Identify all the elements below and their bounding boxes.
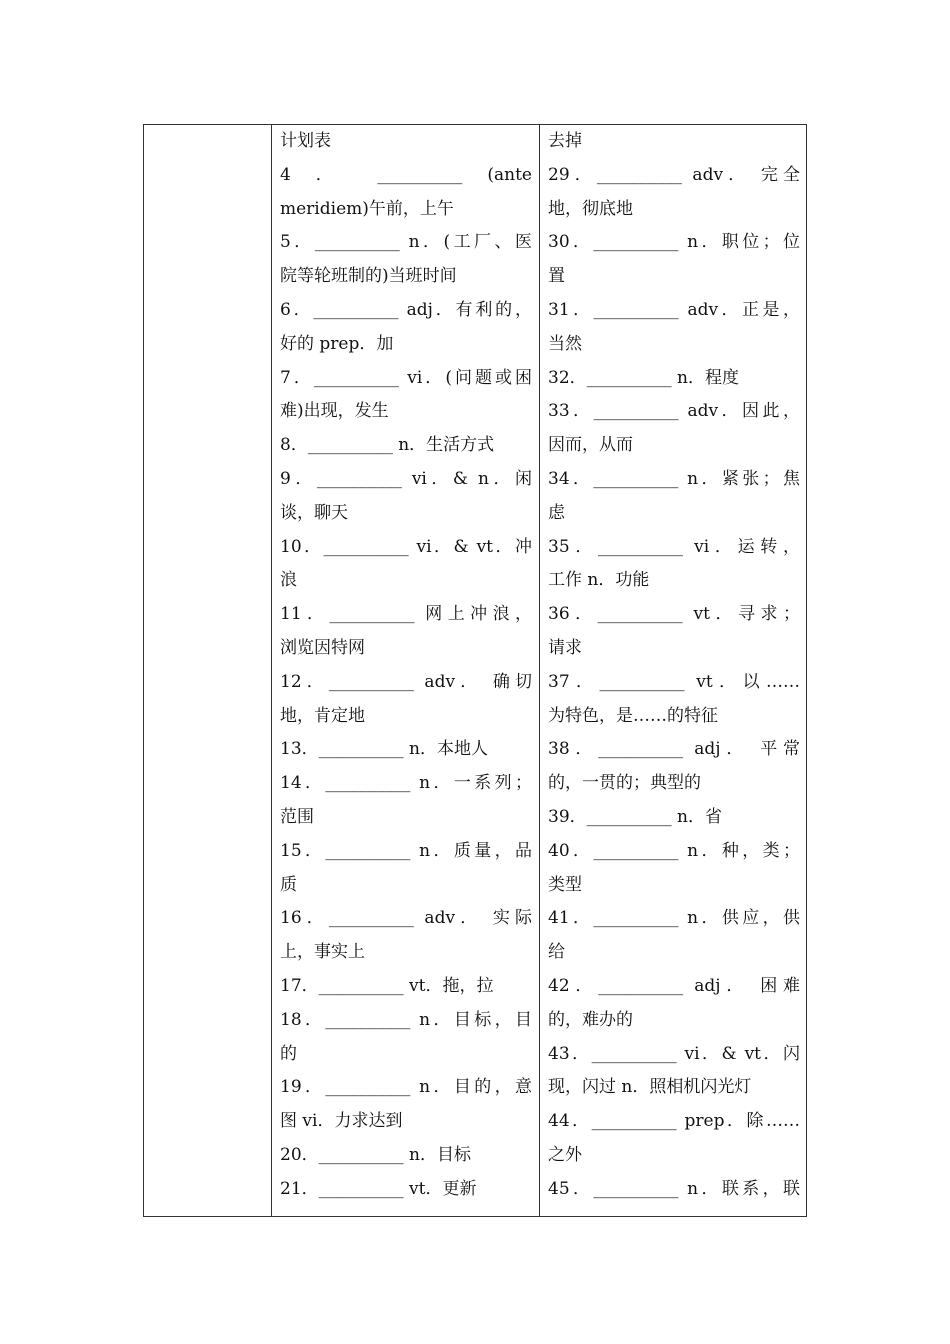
vocab-line: 现，闪过 n．照相机闪光灯 — [548, 1077, 752, 1098]
vocab-line: 谈，聊天 — [280, 502, 348, 523]
vocab-line: 因而，从而 — [548, 435, 633, 456]
vocab-line: 的，难办的 — [548, 1009, 633, 1030]
vocab-line: 工作 n．功能 — [548, 570, 650, 591]
vocab-line: 的 — [280, 1043, 297, 1064]
vocab-line: 图 vi．力求达到 — [280, 1111, 403, 1132]
vocab-line: 虑 — [548, 502, 565, 523]
vocab-line: 难)出现，发生 — [280, 401, 389, 422]
vocab-line: 34．__________ n．紧张；焦 — [548, 468, 800, 489]
vocab-line: 7．__________ vi．(问题或困 — [280, 367, 532, 388]
vocab-line: 12．__________ adv． 确切 — [280, 671, 532, 692]
vocab-line: 院等轮班制的)当班时间 — [280, 266, 457, 287]
vocab-line: 36．__________ vt．寻求； — [548, 604, 800, 625]
vocab-line: 37．__________ vt．以…… — [548, 671, 800, 692]
vocab-column-right — [548, 125, 800, 1207]
vocab-line: 43．__________ vi．& vt．闪 — [548, 1043, 800, 1064]
vocab-line: 上，事实上 — [280, 942, 365, 963]
vocab-line: 去掉 — [548, 131, 582, 151]
vocab-line: 浪 — [280, 570, 297, 591]
vocab-line: 质 — [280, 874, 297, 895]
vocab-line: 为特色，是……的特征 — [548, 705, 718, 726]
vocab-line: 的，一贯的；典型的 — [548, 773, 701, 794]
vocab-line: 15．__________ n．质量，品 — [280, 840, 532, 861]
vocab-line: 之外 — [548, 1144, 582, 1165]
vocab-line: 地，彻底地 — [548, 198, 633, 219]
vocab-line: 置 — [548, 266, 565, 287]
vocab-line: 41．__________ n．供应，供 — [548, 908, 800, 929]
vocab-line: 44．__________ prep．除…… — [548, 1111, 800, 1132]
vocab-line: 好的 prep．加 — [280, 333, 394, 354]
vocab-line: 16．__________ adv． 实际 — [280, 908, 532, 929]
vocab-line: 17．__________ vt．拖，拉 — [280, 975, 494, 996]
vocab-line: 范围 — [280, 806, 314, 827]
vocab-line: 38．__________ adj． 平常 — [548, 739, 800, 760]
vocab-line: 4 ． __________ (ante — [280, 164, 532, 185]
column-divider-right — [539, 125, 540, 1216]
vocab-column-middle — [280, 125, 532, 1207]
vocab-line: 18．__________ n．目标，目 — [280, 1009, 532, 1030]
vocab-line: 请求 — [548, 637, 582, 658]
vocab-line: 14．__________ n．一系列； — [280, 773, 532, 794]
vocab-line: 10．__________ vi．& vt．冲 — [280, 536, 532, 557]
vocab-line: 类型 — [548, 874, 582, 895]
vocab-line: 33．__________ adv．因此， — [548, 401, 800, 422]
vocab-line: 40．__________ n．种，类； — [548, 840, 800, 861]
vocab-line: 32．__________ n．程度 — [548, 367, 739, 388]
vocab-line: 45．__________ n．联系，联 — [548, 1178, 800, 1199]
vocab-line: 地，肯定地 — [280, 705, 365, 726]
vocab-line: 浏览因特网 — [280, 637, 365, 658]
vocab-line: 5．__________ n．(工厂、医 — [280, 232, 532, 253]
vocab-line: 29．__________ adv． 完全 — [548, 164, 800, 185]
vocab-line: 20．__________ n．目标 — [280, 1144, 471, 1165]
vocab-line: 21．__________ vt．更新 — [280, 1178, 477, 1199]
column-divider-left — [271, 125, 272, 1216]
vocab-line: 当然 — [548, 333, 582, 354]
vocab-line: 8．__________ n．生活方式 — [280, 435, 495, 456]
vocab-line: 35．__________ vi．运转， — [548, 536, 800, 557]
vocab-line: 给 — [548, 942, 565, 963]
vocab-line: 计划表 — [280, 131, 331, 151]
vocab-line: 6．__________ adj．有利的， — [280, 299, 532, 320]
vocab-line: meridiem)午前，上午 — [280, 198, 454, 219]
vocab-line: 31．__________ adv．正是， — [548, 299, 800, 320]
vocab-line: 11．__________ 网上冲浪， — [280, 604, 532, 625]
vocab-line: 9．__________ vi．& n．闲 — [280, 468, 532, 489]
vocabulary-table — [143, 124, 807, 1217]
vocab-line: 13．__________ n．本地人 — [280, 739, 488, 760]
vocab-line: 39．__________ n．省 — [548, 806, 722, 827]
vocab-line: 42．__________ adj． 困难 — [548, 975, 800, 996]
vocab-line: 30．__________ n．职位；位 — [548, 232, 800, 253]
vocab-line: 19．__________ n．目的，意 — [280, 1077, 532, 1098]
